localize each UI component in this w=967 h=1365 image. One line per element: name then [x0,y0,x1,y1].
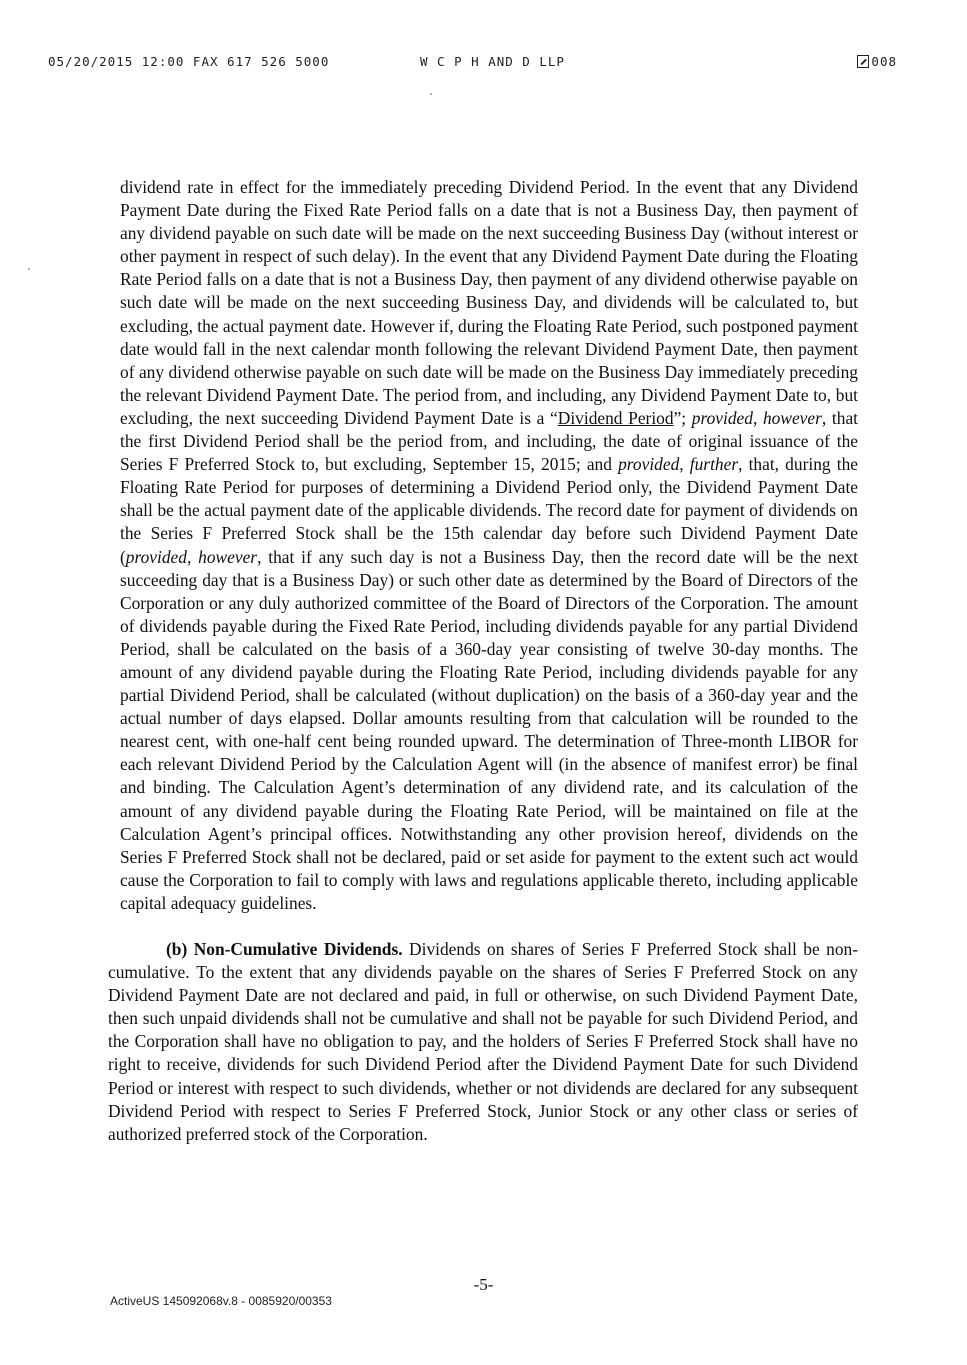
fax-header-sender: W C P H AND D LLP [420,54,565,69]
fax-page-code: 008 [871,54,897,69]
para-a-text-3: , that the first Dividend Period shall be the period from, and including, the date of original issuance of the Series F Preferred Stock to, but excluding, September 15, 2015; and [120,407,858,475]
document-body [108,176,858,1146]
fax-header [40,54,927,76]
paragraph-non-cumulative [108,938,858,1146]
para-a-text-2: ”; [673,407,692,428]
scan-speck [28,268,30,270]
para-b-text: Dividends on shares of Series F Preferred Stock shall be non-cumulative. To the extent that any dividends payable on the shares of Series F Preferred Stock on any Dividend Payment Date are not declared and paid, in full or otherwise, on such Dividend Payment Date, then such unpaid dividends shall not be cumulative and shall not be payable for such Dividend Period, and the Corporation shall have no obligation to pay, and the holders of Series F Preferred Stock shall have no right to receive, dividends for such Dividend Period after the Dividend Payment Date for such Dividend Period or interest with respect to such dividends, whether or not dividends are declared for any subsequent Dividend Period with respect to Series F Preferred Stock, Junior Stock or any other class or series of authorized preferred stock of the Corporation. [108,939,859,1144]
fax-header-left: 05/20/2015 12:00 FAX 617 526 5000 [48,54,330,69]
para-a-text-1: dividend rate in effect for the immediately preceding Dividend Period. In the event that any Dividend Payment Date during the Fixed Rate Period falls on a date that is not a Business Day, then payment of any dividend payable on such date will be made on the next succeeding Business Day (without interest or other payment in respect of such delay). In the event that any Dividend Payment Date during the Floating Rate Period falls on a date that is not a Business Day, then payment of any dividend otherwise payable on such date will be made on the next succeeding Business Day, and dividends will be calculated to, but excluding, the actual payment date. However if, during the Floating Rate Period, such postponed payment date would fall in the next calendar month following the relevant Dividend Payment Date, then payment of any dividend otherwise payable on such date will be made on the Business Day immediately preceding the relevant Dividend Payment Date. The period from, and including, any Dividend Payment Date to, but excluding, the next succeeding Dividend Payment Date is a “ [120,177,858,428]
section-heading-b: (b) Non-Cumulative Dividends. [166,939,403,959]
defined-term-dividend-period: Dividend Period [557,407,674,428]
page-number: -5- [473,1275,494,1294]
document-id: ActiveUS 145092068v.8 - 0085920/00353 [110,1294,332,1308]
para-a-text-4: , that, during the Floating Rate Period for purposes of determining a Dividend Period only, the Dividend Payment Date shall be the actual payment date of the applicable dividends. The record date for payment of dividends on the Series F Preferred Stock shall be the 15th calendar day before such Dividend Payment Date ( [120,454,858,567]
proviso-further: provided, further [618,454,739,475]
fax-header-page [857,54,897,69]
fax-page-icon [857,55,869,68]
proviso-however-2: provided, however [125,546,258,567]
proviso-however: provided, however [691,407,822,428]
paragraph-dividend-dates [108,176,858,915]
scan-speck [430,93,432,95]
para-a-text-5: , that if any such day is not a Business Day, then the record date will be the next succeeding day that is a Business Day) or such other date as determined by the Board of Directors of the Corporation or any duly authorized committee of the Board of Directors of the Corporation. The amount of dividends payable during the Fixed Rate Period, including dividends payable for any partial Dividend Period, shall be calculated on the basis of a 360-day year consisting of twelve 30-day months. The amount of any dividend payable during the Floating Rate Period, including dividends payable for any partial Dividend Period, shall be calculated (without duplication) on the basis of a 360-day year and the actual number of days elapsed. Dollar amounts resulting from that calculation will be rounded to the nearest cent, with one-half cent being rounded upward. The determination of Three-month LIBOR for each relevant Dividend Period by the Calculation Agent will (in the absence of manifest error) be final and binding. The Calculation Agent’s determination of any dividend rate, and its calculation of the amount of any dividend payable during the Floating Rate Period, will be maintained on file at the Calculation Agent’s principal offices. Notwithstanding any other provision hereof, dividends on the Series F Preferred Stock shall not be declared, paid or set aside for payment to the extent such act would cause the Corporation to fail to comply with laws and regulations applicable thereto, including applicable capital adequacy guidelines. [120,546,858,913]
